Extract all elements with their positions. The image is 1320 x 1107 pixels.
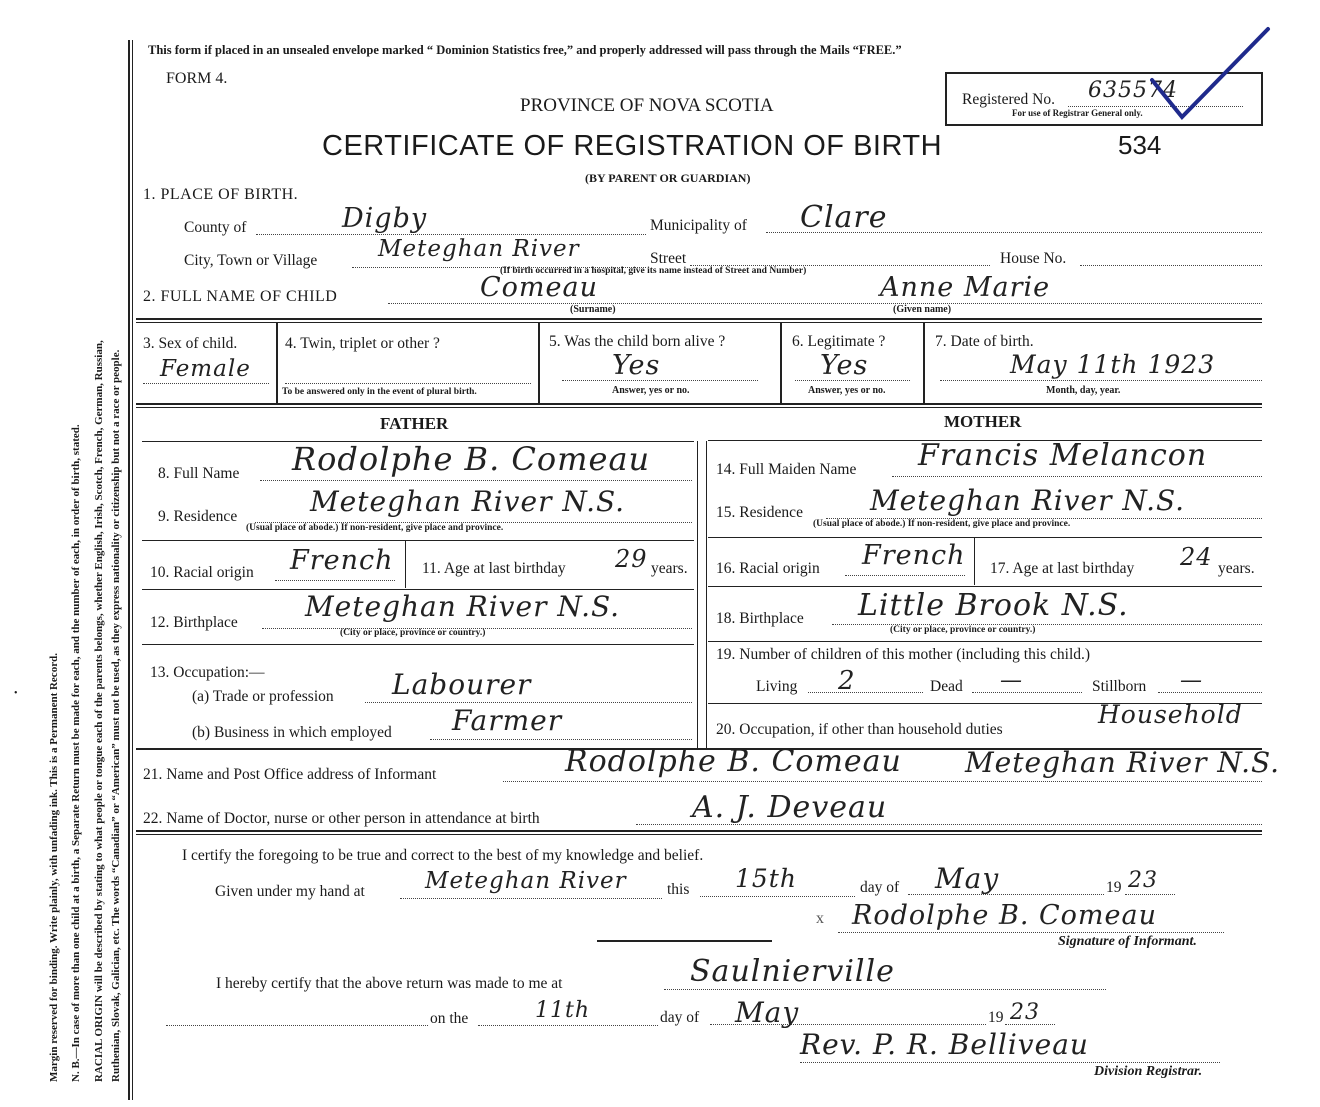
doctor-name: A. J. Deveau (692, 790, 888, 825)
hospital-note: (If birth occurred in a hospital, give its name instead of Street and Number) (500, 266, 807, 276)
registered-number: 635574 (1088, 78, 1178, 103)
informant-label: 21. Name and Post Office address of Informant (143, 766, 437, 783)
alive-label: 5. Was the child born alive ? (549, 333, 726, 350)
registrar-year-prefix: 19 (988, 1009, 1004, 1026)
margin-note-3: RACIAL ORIGIN will be described by stating to what people or tongue each of the parents belongs, whether English, Irish, Scotch, French, German, Russian, (93, 340, 105, 1082)
surname-note: (Surname) (570, 304, 616, 315)
given-place: Meteghan River (425, 868, 627, 894)
x-mark: x (816, 910, 824, 927)
father-residence-note: (Usual place of abode.) If non-resident, give place and province. (246, 523, 504, 533)
informant-signature: Rodolphe B. Comeau (852, 900, 1157, 931)
informant-name: Rodolphe B. Comeau (565, 744, 902, 779)
child-name-label: 2. FULL NAME OF CHILD (143, 288, 338, 305)
certify-statement: I certify the foregoing to be true and correct to the best of my knowledge and belief. (182, 847, 704, 864)
sex-label: 3. Sex of child. (143, 335, 238, 352)
stillborn-value: — (1180, 668, 1203, 693)
mother-age-label: 17. Age at last birthday (990, 560, 1135, 577)
father-residence-value: Meteghan River N.S. (310, 485, 626, 518)
registrar-signature: Rev. P. R. Belliveau (800, 1028, 1089, 1061)
father-heading: FATHER (380, 414, 449, 433)
mother-occupation-value: Household (1098, 700, 1243, 729)
father-race-value: French (290, 545, 394, 576)
given-under-label: Given under my hand at (215, 883, 365, 900)
registrar-note: For use of Registrar General only. (1012, 108, 1143, 118)
father-years-label: years. (651, 560, 688, 577)
twin-note: To be answered only in the event of plural birth. (282, 387, 477, 397)
informant-address: Meteghan River N.S. (965, 746, 1281, 779)
father-birthplace-value: Meteghan River N.S. (305, 590, 621, 623)
margin-rule (128, 40, 130, 1100)
given-year: 23 (1128, 868, 1158, 893)
legitimate-label: 6. Legitimate ? (792, 333, 886, 350)
father-name-value: Rodolphe B. Comeau (292, 440, 651, 478)
father-residence-label: 9. Residence (158, 508, 238, 525)
mother-residence-note: (Usual place of abode.) If non-resident, give place and province. (813, 519, 1071, 529)
street-label: Street (650, 250, 687, 267)
mother-occupation-label: 20. Occupation, if other than household duties (716, 721, 1003, 738)
child-surname: Comeau (480, 272, 598, 303)
municipality-label: Municipality of (650, 217, 747, 234)
given-day: 15th (735, 864, 797, 893)
province-heading: PROVINCE OF NOVA SCOTIA (520, 95, 774, 116)
registrar-year: 23 (1010, 1000, 1040, 1025)
alive-note: Answer, yes or no. (612, 385, 690, 396)
father-birthplace-label: 12. Birthplace (150, 614, 238, 631)
business-value: Farmer (452, 704, 563, 737)
mother-birthplace-value: Little Brook N.S. (858, 588, 1129, 623)
legitimate-note: Answer, yes or no. (808, 385, 886, 396)
signature-label: Signature of Informant. (1058, 934, 1197, 949)
living-label: Living (756, 678, 798, 695)
mother-years-label: years. (1218, 560, 1255, 577)
municipality-value: Clare (800, 200, 888, 235)
father-race-label: 10. Racial origin (150, 564, 254, 581)
mother-birthplace-note: (City or place, province or country.) (890, 625, 1036, 635)
mother-name-label: 14. Full Maiden Name (716, 461, 857, 478)
given-name-note: (Given name) (893, 304, 952, 315)
alive-value: Yes (612, 350, 661, 381)
margin-note-2: N. B.—In case of more than one child at a birth, a Separate Return must be made for each, and the number of each, in order of birth, stated. (70, 424, 82, 1082)
margin-note-4: Ruthenian, Slovak, Galician, etc. The words “Canadian” or “American” must not be used, as they express nationality or citizenship but not a race or people. (110, 349, 122, 1082)
father-name-label: 8. Full Name (158, 465, 240, 482)
trade-label: (a) Trade or profession (192, 688, 334, 705)
mother-name-value: Francis Melancon (918, 438, 1208, 473)
dob-label: 7. Date of birth. (935, 333, 1034, 350)
margin-note-1: Margin reserved for binding. Write plainly, with unfading ink. This is a Permanent Record. (48, 653, 60, 1082)
margin-dot: • (14, 688, 18, 699)
city-label: City, Town or Village (184, 252, 318, 269)
corner-number: 534 (1118, 130, 1162, 160)
registered-label: Registered No. (962, 91, 1055, 108)
registrar-title: Division Registrar. (1094, 1064, 1203, 1079)
registrar-day-of-label: day of (660, 1009, 700, 1026)
county-value: Digby (342, 203, 428, 234)
business-label: (b) Business in which employed (192, 724, 392, 741)
check-mark-icon (1150, 25, 1275, 125)
sex-value: Female (160, 356, 251, 382)
house-no-label: House No. (1000, 250, 1067, 267)
living-value: 2 (838, 666, 856, 696)
on-the-label: on the (430, 1010, 469, 1027)
this-label: this (667, 881, 690, 898)
father-age-label: 11. Age at last birthday (422, 560, 566, 577)
father-birthplace-note: (City or place, province or country.) (340, 628, 486, 638)
children-count-label: 19. Number of children of this mother (including this child.) (716, 646, 1091, 663)
form-number: FORM 4. (166, 70, 228, 87)
mail-notice: This form if placed in an unsealed envelope marked “ Dominion Statistics free,” and properly addressed will pass through the Mails “FREE.” (148, 43, 902, 57)
day-of-label: day of (860, 879, 900, 896)
child-given-name: Anne Marie (880, 272, 1051, 303)
trade-value: Labourer (392, 668, 532, 701)
registrar-statement: I hereby certify that the above return was made to me at (216, 975, 563, 992)
occupation-label: 13. Occupation:— (150, 664, 265, 681)
certificate-title: CERTIFICATE OF REGISTRATION OF BIRTH (322, 130, 943, 162)
mother-age-value: 24 (1180, 543, 1213, 571)
doctor-label: 22. Name of Doctor, nurse or other person in attendance at birth (143, 810, 540, 827)
county-label: County of (184, 219, 247, 236)
given-month: May (935, 862, 1000, 895)
registrar-place: Saulnierville (690, 954, 895, 989)
dead-label: Dead (930, 678, 963, 695)
dead-value: — (1000, 668, 1023, 693)
mother-heading: MOTHER (944, 412, 1022, 431)
dob-note: Month, day, year. (1046, 385, 1121, 396)
mother-residence-value: Meteghan River N.S. (870, 484, 1186, 517)
registrar-day: 11th (535, 998, 591, 1023)
place-of-birth-heading: 1. PLACE OF BIRTH. (143, 186, 299, 203)
father-age-value: 29 (615, 545, 648, 573)
mother-residence-label: 15. Residence (716, 504, 803, 521)
given-year-prefix: 19 (1106, 879, 1122, 896)
stillborn-label: Stillborn (1092, 678, 1147, 695)
mother-birthplace-label: 18. Birthplace (716, 610, 804, 627)
mother-race-label: 16. Racial origin (716, 560, 820, 577)
certificate-subtitle: (BY PARENT OR GUARDIAN) (585, 171, 751, 185)
city-value: Meteghan River (378, 236, 580, 262)
dob-value: May 11th 1923 (1010, 350, 1216, 379)
margin-rule-2 (132, 40, 133, 1100)
mother-race-value: French (862, 540, 966, 571)
legitimate-value: Yes (820, 350, 869, 381)
registrar-month: May (735, 996, 800, 1029)
twin-label: 4. Twin, triplet or other ? (285, 335, 440, 352)
